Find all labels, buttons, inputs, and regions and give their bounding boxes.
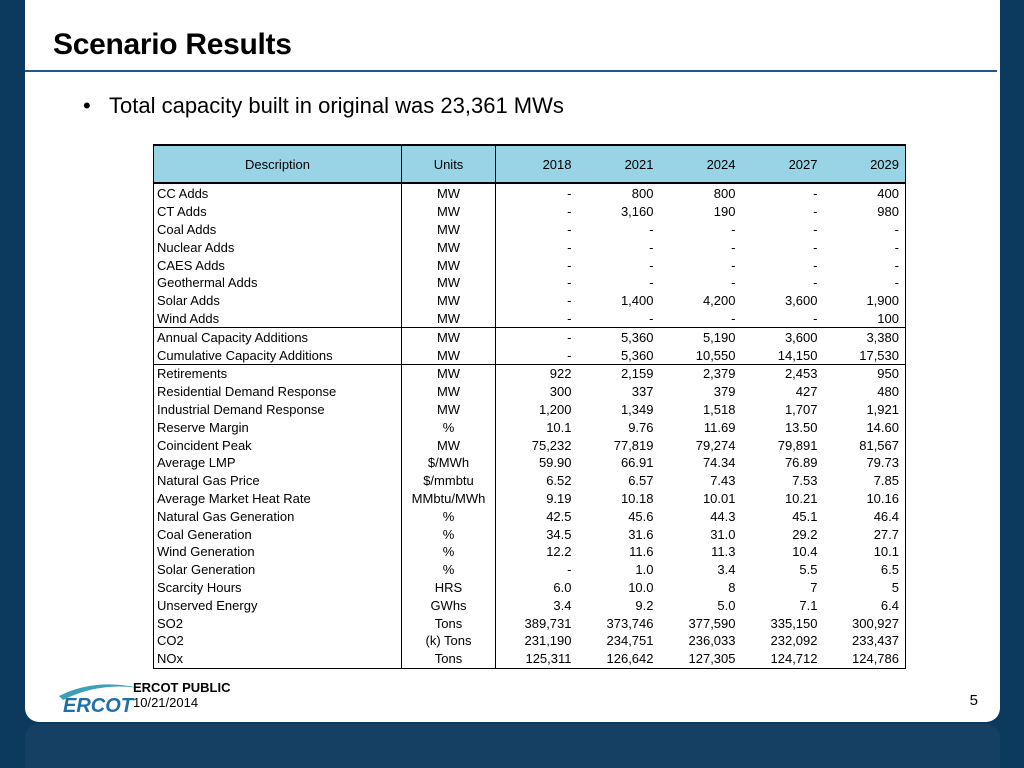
table-row bbox=[154, 543, 906, 561]
row-description: Solar Adds bbox=[154, 292, 402, 310]
row-value-2027: - bbox=[813, 221, 818, 237]
row-value-2018: 6.52 bbox=[546, 473, 572, 489]
row-value-2018: 10.1 bbox=[546, 419, 572, 435]
row-description: Coincident Peak bbox=[154, 436, 402, 454]
row-value-2018: 125,311 bbox=[525, 651, 572, 667]
row-value-2018: - bbox=[567, 275, 572, 291]
row-units: MW bbox=[402, 274, 496, 292]
row-value-2021: - bbox=[649, 239, 654, 255]
table-row bbox=[154, 256, 906, 274]
row-value-2018: - bbox=[567, 310, 572, 326]
bullet-point bbox=[83, 93, 564, 119]
row-value-2029: 17,530 bbox=[859, 347, 899, 363]
table-row bbox=[154, 454, 906, 472]
row-value-2024: 377,590 bbox=[688, 615, 736, 631]
row-value-2024: 236,033 bbox=[688, 633, 736, 649]
ercot-logo bbox=[55, 678, 143, 716]
table-row bbox=[154, 525, 906, 543]
row-units: MW bbox=[402, 364, 496, 382]
bullet-icon: • bbox=[83, 93, 91, 118]
row-value-2024: 31.0 bbox=[710, 526, 736, 542]
row-value-2024: - bbox=[731, 221, 736, 237]
title-divider bbox=[25, 70, 997, 72]
row-units: Tons bbox=[402, 650, 496, 668]
table-row bbox=[154, 596, 906, 614]
row-value-2027: 79,891 bbox=[777, 437, 818, 453]
row-value-2018: - bbox=[567, 562, 572, 578]
row-value-2021: 9.76 bbox=[628, 419, 654, 435]
table-row bbox=[154, 203, 906, 221]
row-units: % bbox=[402, 543, 496, 561]
row-value-2029: 124,786 bbox=[852, 651, 899, 667]
row-value-2024: 79,274 bbox=[695, 437, 736, 453]
row-value-2024: 44.3 bbox=[710, 508, 736, 524]
row-value-2021: 66.91 bbox=[620, 455, 654, 471]
table-row bbox=[154, 364, 906, 382]
row-value-2021: 5,360 bbox=[620, 347, 654, 363]
row-value-2024: 4,200 bbox=[702, 293, 736, 309]
row-value-2018: - bbox=[567, 204, 572, 220]
row-value-2024: 8 bbox=[728, 579, 736, 595]
row-value-2027: 5.5 bbox=[799, 562, 818, 578]
row-description: Retirements bbox=[154, 364, 402, 382]
row-value-2029: 1,921 bbox=[866, 401, 899, 417]
table-row bbox=[154, 650, 906, 668]
row-value-2018: - bbox=[567, 221, 572, 237]
table-row bbox=[154, 436, 906, 454]
row-value-2021: 10.18 bbox=[620, 490, 654, 506]
table-row bbox=[154, 274, 906, 292]
row-units: MW bbox=[402, 292, 496, 310]
row-value-2027: 45.1 bbox=[792, 508, 818, 524]
row-units: MW bbox=[402, 256, 496, 274]
row-value-2018: 922 bbox=[496, 364, 578, 382]
row-description: Annual Capacity Additions bbox=[154, 328, 402, 346]
row-value-2024: 11.69 bbox=[703, 419, 736, 435]
table-row bbox=[154, 383, 906, 401]
row-value-2027: - bbox=[813, 204, 818, 220]
row-value-2027: 3,600 bbox=[784, 293, 818, 309]
row-units: MW bbox=[402, 183, 496, 203]
row-value-2021: 45.6 bbox=[628, 508, 654, 524]
row-value-2021: 3,160 bbox=[620, 204, 654, 220]
row-value-2021: 9.2 bbox=[635, 597, 654, 613]
row-value-2029: 233,437 bbox=[852, 633, 899, 649]
table-row bbox=[154, 292, 906, 310]
row-value-2029: 79.73 bbox=[866, 455, 899, 471]
row-value-2029: 100 bbox=[877, 310, 899, 326]
row-description: Unserved Energy bbox=[154, 596, 402, 614]
table-row bbox=[154, 238, 906, 256]
row-description: Solar Generation bbox=[154, 561, 402, 579]
row-value-2021: 6.57 bbox=[628, 473, 654, 489]
row-value-2018: 6.0 bbox=[553, 579, 572, 595]
table-row bbox=[154, 614, 906, 632]
row-value-2018: 389,731 bbox=[524, 615, 572, 631]
row-description: Residential Demand Response bbox=[154, 383, 402, 401]
row-value-2029: 81,567 bbox=[859, 437, 899, 453]
row-value-2018: 1,200 bbox=[538, 401, 572, 417]
table-row bbox=[154, 561, 906, 579]
row-value-2027: 427 bbox=[795, 384, 818, 400]
row-value-2024: 800 bbox=[713, 186, 736, 202]
row-value-2027: - bbox=[813, 239, 818, 255]
row-value-2027: 2,453 bbox=[742, 364, 824, 382]
row-value-2024: 2,379 bbox=[660, 364, 742, 382]
row-units: % bbox=[402, 418, 496, 436]
row-units: (k) Tons bbox=[402, 632, 496, 650]
row-value-2024: 74.34 bbox=[702, 455, 736, 471]
row-value-2024: 3.4 bbox=[717, 562, 736, 578]
bottom-bar bbox=[25, 724, 1000, 768]
row-value-2029: - bbox=[894, 275, 899, 291]
row-value-2029: 10.1 bbox=[873, 544, 899, 560]
row-value-2029: 10.16 bbox=[866, 490, 899, 506]
row-value-2024: - bbox=[731, 275, 736, 291]
row-value-2024: 190 bbox=[713, 204, 736, 220]
row-description: NOx bbox=[154, 650, 402, 668]
table-header-row bbox=[154, 145, 906, 183]
row-value-2027: 29.2 bbox=[792, 526, 818, 542]
row-value-2018: - bbox=[567, 257, 572, 273]
row-units: $/MWh bbox=[402, 454, 496, 472]
row-description: Wind Generation bbox=[154, 543, 402, 561]
row-value-2018: - bbox=[567, 293, 572, 309]
table-row bbox=[154, 346, 906, 364]
row-value-2021: - bbox=[649, 257, 654, 273]
row-value-2018: - bbox=[567, 239, 572, 255]
header-year-2021: 2021 bbox=[578, 145, 660, 183]
row-value-2021: 2,159 bbox=[578, 364, 660, 382]
row-value-2027: 14,150 bbox=[777, 347, 818, 363]
row-value-2027: 232,092 bbox=[770, 633, 818, 649]
row-value-2029: 6.5 bbox=[880, 562, 899, 578]
row-value-2027: - bbox=[813, 275, 818, 291]
row-value-2029: 950 bbox=[824, 364, 906, 382]
row-value-2029: 6.4 bbox=[880, 597, 899, 613]
row-units: MW bbox=[402, 328, 496, 346]
row-value-2018: 12.2 bbox=[546, 544, 572, 560]
row-description: CC Adds bbox=[154, 183, 402, 203]
row-description: SO2 bbox=[154, 614, 402, 632]
row-value-2024: - bbox=[731, 257, 736, 273]
footer-date: 10/21/2014 bbox=[133, 695, 199, 710]
row-value-2024: - bbox=[731, 310, 736, 326]
row-units: MW bbox=[402, 436, 496, 454]
row-value-2024: 127,305 bbox=[688, 651, 736, 667]
row-units: % bbox=[402, 561, 496, 579]
slide-title: Scenario Results bbox=[53, 28, 292, 61]
row-description: Cumulative Capacity Additions bbox=[154, 346, 402, 364]
row-value-2018: 42.5 bbox=[546, 508, 572, 524]
header-year-2018: 2018 bbox=[496, 145, 578, 183]
table-body bbox=[154, 183, 906, 668]
row-value-2021: 337 bbox=[631, 384, 654, 400]
row-value-2027: 7.53 bbox=[792, 473, 818, 489]
row-description: Average Market Heat Rate bbox=[154, 490, 402, 508]
table-row bbox=[154, 507, 906, 525]
footer-info bbox=[133, 680, 231, 710]
row-value-2021: 31.6 bbox=[628, 526, 654, 542]
header-units: Units bbox=[402, 145, 496, 183]
table-row bbox=[154, 579, 906, 597]
row-value-2027: 124,712 bbox=[770, 651, 818, 667]
row-description: Coal Adds bbox=[154, 221, 402, 239]
row-value-2027: 76.89 bbox=[784, 455, 818, 471]
row-value-2018: 34.5 bbox=[546, 526, 572, 542]
row-units: MW bbox=[402, 238, 496, 256]
row-value-2027: 13.50 bbox=[784, 419, 818, 435]
page-number: 5 bbox=[969, 692, 978, 709]
row-value-2021: 1.0 bbox=[635, 562, 654, 578]
row-value-2018: 231,190 bbox=[524, 633, 572, 649]
row-units: MW bbox=[402, 346, 496, 364]
row-value-2018: 59.90 bbox=[538, 455, 572, 471]
row-units: % bbox=[402, 525, 496, 543]
header-year-2029: 2029 bbox=[824, 145, 906, 183]
row-value-2024: 7.43 bbox=[710, 473, 736, 489]
row-value-2029: 14.60 bbox=[866, 419, 899, 435]
table-row bbox=[154, 183, 906, 203]
row-value-2021: - bbox=[649, 310, 654, 326]
row-value-2018: 9.19 bbox=[546, 490, 572, 506]
table-row bbox=[154, 328, 906, 346]
row-description: Wind Adds bbox=[154, 310, 402, 328]
row-units: HRS bbox=[402, 579, 496, 597]
footer-classification: ERCOT PUBLIC bbox=[133, 680, 231, 695]
row-value-2029: 480 bbox=[877, 384, 899, 400]
row-value-2029: 27.7 bbox=[873, 526, 899, 542]
row-description: Average LMP bbox=[154, 454, 402, 472]
row-units: MW bbox=[402, 401, 496, 419]
row-units: Tons bbox=[402, 614, 496, 632]
row-units: GWhs bbox=[402, 596, 496, 614]
row-value-2021: - bbox=[649, 275, 654, 291]
row-value-2021: 11.6 bbox=[629, 544, 654, 560]
row-units: MW bbox=[402, 203, 496, 221]
table-row bbox=[154, 472, 906, 490]
row-value-2024: - bbox=[731, 239, 736, 255]
row-value-2021: 5,360 bbox=[578, 328, 660, 346]
row-units: % bbox=[402, 507, 496, 525]
row-value-2029: - bbox=[894, 257, 899, 273]
row-value-2027: - bbox=[813, 186, 818, 202]
row-value-2029: 46.4 bbox=[873, 508, 899, 524]
row-value-2029: - bbox=[894, 239, 899, 255]
row-value-2021: 10.0 bbox=[628, 579, 654, 595]
row-value-2024: 10.01 bbox=[702, 490, 736, 506]
logo-text: ERCOT bbox=[63, 695, 133, 716]
row-value-2021: 373,746 bbox=[606, 615, 654, 631]
row-value-2024: 5.0 bbox=[717, 597, 736, 613]
row-value-2029: 400 bbox=[877, 186, 899, 202]
header-year-2024: 2024 bbox=[660, 145, 742, 183]
scenario-results-table-container bbox=[153, 144, 905, 669]
row-value-2018: - bbox=[567, 186, 572, 202]
row-value-2027: 3,600 bbox=[742, 328, 824, 346]
table-row bbox=[154, 310, 906, 328]
row-value-2029: 3,380 bbox=[824, 328, 906, 346]
row-value-2018: - bbox=[496, 328, 578, 346]
row-description: Geothermal Adds bbox=[154, 274, 402, 292]
row-value-2029: - bbox=[894, 221, 899, 237]
row-value-2021: 77,819 bbox=[613, 437, 654, 453]
row-value-2018: 3.4 bbox=[553, 597, 572, 613]
scenario-results-table bbox=[153, 144, 906, 669]
row-value-2021: 800 bbox=[631, 186, 654, 202]
row-value-2029: 980 bbox=[877, 204, 899, 220]
row-value-2027: 335,150 bbox=[770, 615, 818, 631]
row-description: Coal Generation bbox=[154, 525, 402, 543]
row-value-2027: 10.4 bbox=[792, 544, 818, 560]
row-value-2029: 7.85 bbox=[873, 473, 899, 489]
row-value-2029: 1,900 bbox=[866, 293, 899, 309]
row-description: Natural Gas Generation bbox=[154, 507, 402, 525]
row-value-2024: 11.3 bbox=[711, 544, 736, 560]
header-description: Description bbox=[154, 145, 402, 183]
slide bbox=[25, 0, 1000, 722]
row-value-2027: 1,707 bbox=[784, 401, 818, 417]
row-units: MMbtu/MWh bbox=[402, 490, 496, 508]
row-value-2024: 1,518 bbox=[702, 401, 736, 417]
row-description: CT Adds bbox=[154, 203, 402, 221]
row-units: MW bbox=[402, 310, 496, 328]
table-row bbox=[154, 490, 906, 508]
row-value-2024: 379 bbox=[713, 384, 736, 400]
table-row bbox=[154, 401, 906, 419]
row-value-2027: 7 bbox=[810, 579, 818, 595]
row-value-2018: - bbox=[567, 347, 572, 363]
table-row bbox=[154, 418, 906, 436]
row-value-2029: 300,927 bbox=[852, 615, 899, 631]
row-value-2027: - bbox=[813, 310, 818, 326]
row-value-2024: 5,190 bbox=[660, 328, 742, 346]
row-value-2027: 7.1 bbox=[799, 597, 818, 613]
row-value-2027: 10.21 bbox=[784, 490, 818, 506]
row-value-2027: - bbox=[813, 257, 818, 273]
row-value-2021: - bbox=[649, 221, 654, 237]
row-description: Scarcity Hours bbox=[154, 579, 402, 597]
row-value-2021: 1,349 bbox=[620, 401, 654, 417]
row-value-2021: 1,400 bbox=[620, 293, 654, 309]
row-description: Industrial Demand Response bbox=[154, 401, 402, 419]
row-description: Natural Gas Price bbox=[154, 472, 402, 490]
bullet-text: Total capacity built in original was 23,361 MWs bbox=[109, 93, 564, 118]
row-value-2024: 10,550 bbox=[695, 347, 736, 363]
row-value-2021: 126,642 bbox=[606, 651, 654, 667]
row-units: MW bbox=[402, 383, 496, 401]
row-value-2018: 300 bbox=[549, 384, 572, 400]
row-value-2018: 75,232 bbox=[531, 437, 572, 453]
table-row bbox=[154, 221, 906, 239]
row-description: CAES Adds bbox=[154, 256, 402, 274]
header-year-2027: 2027 bbox=[742, 145, 824, 183]
row-value-2029: 5 bbox=[891, 579, 899, 595]
table-row bbox=[154, 632, 906, 650]
row-units: $/mmbtu bbox=[402, 472, 496, 490]
row-description: CO2 bbox=[154, 632, 402, 650]
row-value-2021: 234,751 bbox=[606, 633, 654, 649]
row-description: Nuclear Adds bbox=[154, 238, 402, 256]
row-description: Reserve Margin bbox=[154, 418, 402, 436]
row-units: MW bbox=[402, 221, 496, 239]
